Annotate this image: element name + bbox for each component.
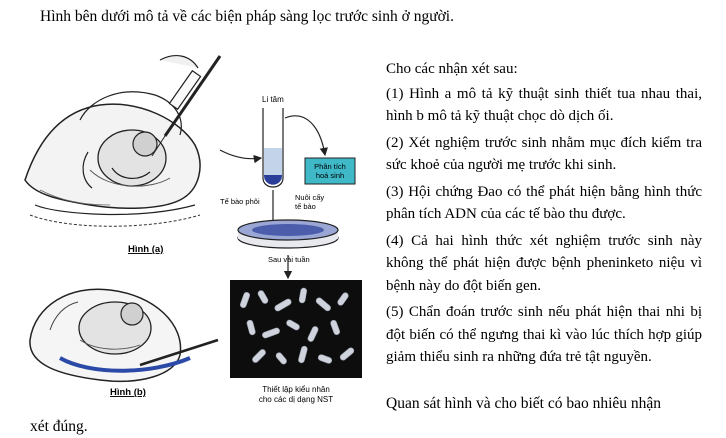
intro-text: Hình bên dưới mô tả về các biện pháp sàng lọc trước sinh ở người.	[40, 8, 454, 25]
question-line-1: Quan sát hình và cho biết có bao nhiêu nhận	[386, 395, 662, 412]
question-line-2: xét đúng.	[30, 418, 88, 435]
statement-4: (4) Cả hai hình thức xét nghiệm trước sinh này không thể phát hiện được bệnh pheninketo niệu vì bệnh này do đột biến gen.	[386, 232, 702, 294]
figure-a-illustration	[25, 56, 220, 227]
label-biochem: Phân tích hoá sinh	[314, 162, 346, 180]
label-culture: Nuôi cấy tế bào	[295, 193, 325, 211]
label-embryo-cells: Tế bào phôi	[220, 197, 260, 206]
test-tube	[263, 108, 283, 187]
statement-5: (5) Chẩn đoán trước sinh nếu phát hiện thai nhi bị đột biến có thể ngưng thai kì vào lúc thích hợp giúp giảm thiểu sinh ra những đứa trẻ tật nguyền.	[386, 304, 702, 365]
label-centrifuge: Li tâm	[262, 95, 284, 104]
statement-1: (1) Hình a mô tả kỹ thuật sinh thiết tua nhau thai, hình b mô tả kỹ thuật chọc dò dịch ối.	[386, 85, 702, 124]
caption-karyotype-line1: Thiết lập kiểu nhân	[262, 385, 330, 394]
figure-b-illustration	[30, 289, 218, 381]
statement-3: (3) Hội chứng Đao có thể phát hiện bằng hình thức phân tích ADN của các tế bào thu được.	[386, 183, 702, 222]
caption-figure-b: Hình (b)	[110, 387, 146, 398]
statement-2: (2) Xét nghiệm trước sinh nhằm mục đích kiểm tra sức khoẻ của người mẹ trước khi sinh.	[386, 134, 702, 173]
caption-figure-a: Hình (a)	[128, 244, 164, 255]
prenatal-screening-figure	[20, 40, 372, 420]
karyotype-image	[230, 280, 362, 378]
label-weeks: Sau vài tuần	[268, 255, 310, 264]
petri-dish	[238, 220, 338, 248]
statements-column	[386, 58, 702, 373]
caption-karyotype-line2: cho các dị dạng NST	[258, 395, 334, 404]
statements-heading: Cho các nhận xét sau:	[386, 61, 518, 77]
